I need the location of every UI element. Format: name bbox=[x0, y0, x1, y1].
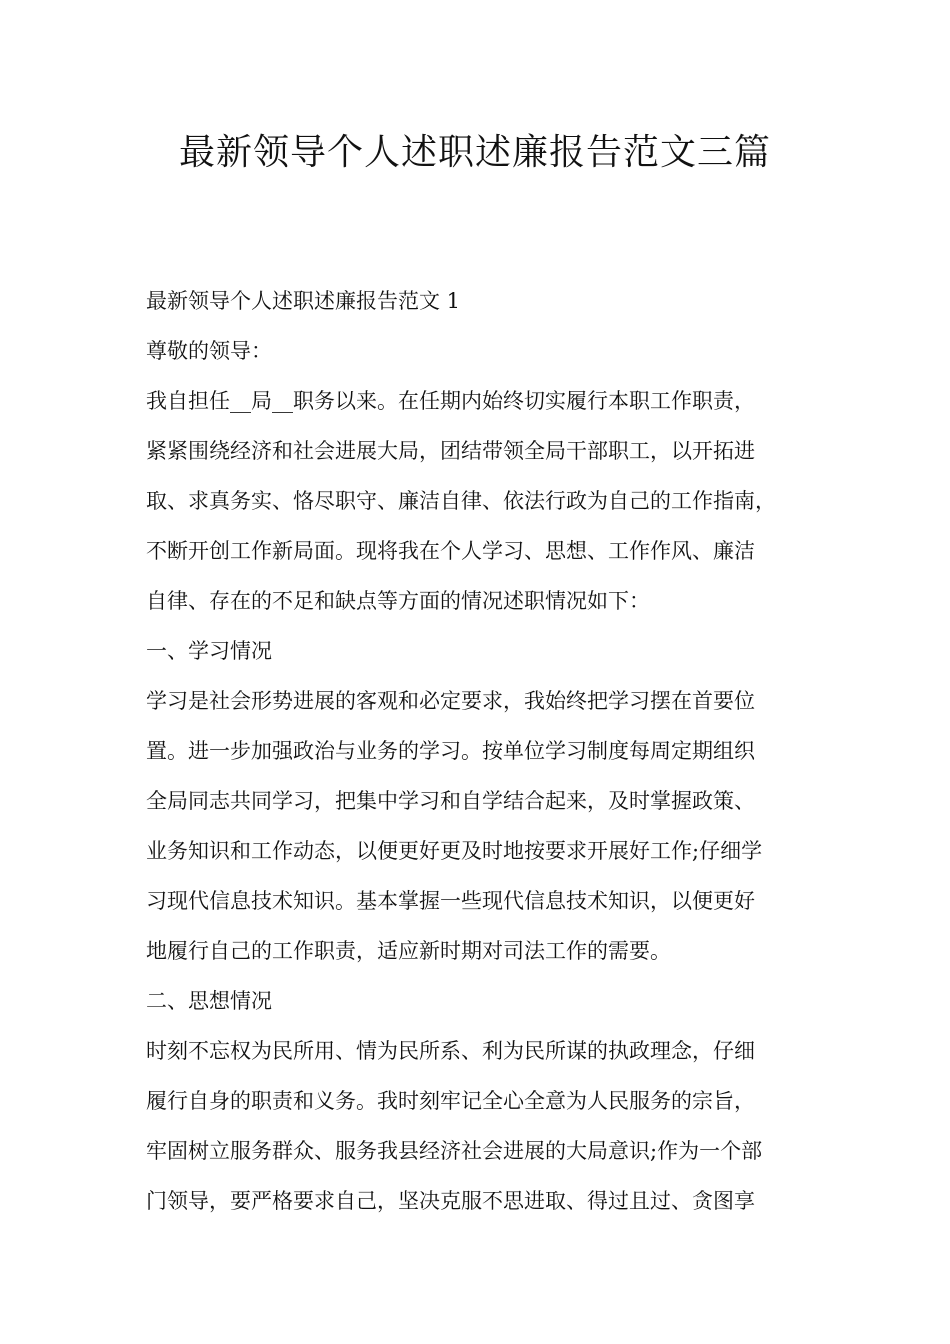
paragraph-line: 牢固树立服务群众、服务我县经济社会进展的大局意识;作为一个部 bbox=[146, 1139, 763, 1163]
paragraph-line: 紧紧围绕经济和社会进展大局，团结带领全局干部职工，以开拓进 bbox=[146, 439, 755, 463]
paragraph-line: 自律、存在的不足和缺点等方面的情况述职情况如下： bbox=[146, 589, 650, 613]
paragraph-line: 学习是社会形势进展的客观和必定要求，我始终把学习摆在首要位 bbox=[146, 689, 755, 713]
paragraph-line: 习现代信息技术知识。基本掌握一些现代信息技术知识，以便更好 bbox=[146, 889, 755, 913]
document-body bbox=[146, 276, 836, 1226]
paragraph-line: 取、求真务实、恪尽职守、廉洁自律、依法行政为自己的工作指南， bbox=[146, 489, 776, 513]
document-title: 最新领导个人述职述廉报告范文三篇 bbox=[178, 132, 771, 173]
paragraph-line: 履行自身的职责和义务。我时刻牢记全心全意为人民服务的宗旨， bbox=[146, 1089, 755, 1113]
section-heading: 一、学习情况 bbox=[146, 639, 272, 663]
paragraph-line: 全局同志共同学习，把集中学习和自学结合起来，及时掌握政策、 bbox=[146, 789, 755, 813]
paragraph-line: 我自担任__局__职务以来。在任期内始终切实履行本职工作职责， bbox=[146, 389, 755, 413]
salutation-line: 尊敬的领导： bbox=[146, 339, 272, 363]
section-heading: 二、思想情况 bbox=[146, 989, 272, 1013]
subtitle-line: 最新领导个人述职述廉报告范文 1 bbox=[146, 289, 461, 313]
paragraph-line: 不断开创工作新局面。现将我在个人学习、思想、工作作风、廉洁 bbox=[146, 539, 755, 563]
paragraph-line: 地履行自己的工作职责，适应新时期对司法工作的需要。 bbox=[146, 939, 671, 963]
paragraph-line: 置。进一步加强政治与业务的学习。按单位学习制度每周定期组织 bbox=[146, 739, 755, 763]
paragraph-line: 门领导，要严格要求自己，坚决克服不思进取、得过且过、贪图享 bbox=[146, 1189, 755, 1213]
paragraph-line: 时刻不忘权为民所用、情为民所系、利为民所谋的执政理念，仔细 bbox=[146, 1039, 755, 1063]
paragraph-line: 业务知识和工作动态，以便更好更及时地按要求开展好工作;仔细学 bbox=[146, 839, 763, 863]
